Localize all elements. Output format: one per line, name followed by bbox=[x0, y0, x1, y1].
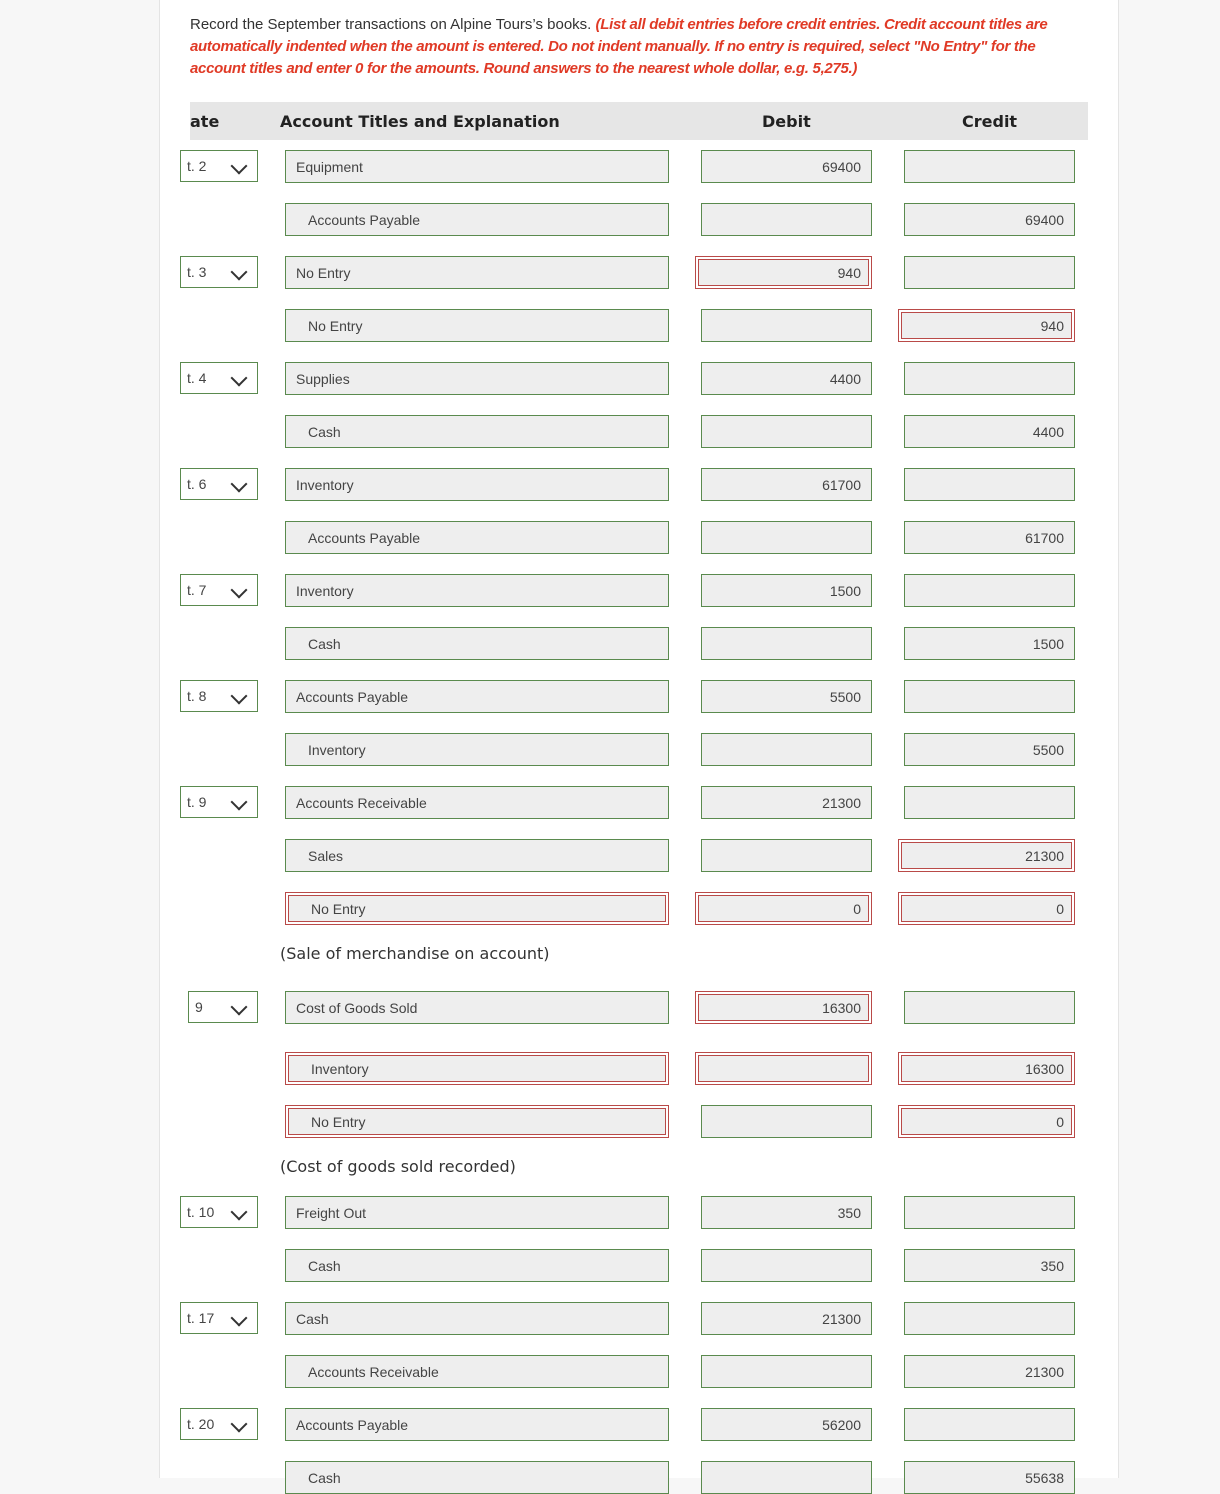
debit-amount-input[interactable] bbox=[701, 1196, 872, 1229]
credit-amount-value: 350 bbox=[1040, 1258, 1064, 1274]
debit-column-header: Debit bbox=[762, 112, 811, 131]
account-title-input[interactable] bbox=[285, 1105, 669, 1138]
date-select[interactable] bbox=[180, 680, 258, 712]
date-column bbox=[187, 140, 262, 1478]
debit-amount-input[interactable] bbox=[701, 627, 872, 660]
date-select-value: 9 bbox=[195, 999, 203, 1015]
credit-amount-input[interactable] bbox=[898, 1105, 1075, 1138]
debit-amount-value: 21300 bbox=[822, 1311, 861, 1327]
date-select-value: t. 10 bbox=[187, 1204, 215, 1220]
account-title-value: Cash bbox=[308, 636, 341, 652]
credit-amount-input[interactable] bbox=[898, 839, 1075, 872]
credit-amount-input[interactable] bbox=[904, 1408, 1075, 1441]
account-title-value: Equipment bbox=[296, 159, 363, 175]
debit-amount-input[interactable] bbox=[701, 1302, 872, 1335]
date-select[interactable] bbox=[180, 468, 258, 500]
credit-amount-value: 61700 bbox=[1025, 530, 1064, 546]
chevron-down-icon bbox=[231, 476, 248, 493]
debit-amount-value: 1500 bbox=[829, 583, 861, 599]
date-select-value: t. 2 bbox=[187, 158, 207, 174]
account-title-input[interactable] bbox=[285, 574, 669, 607]
debit-amount-input[interactable] bbox=[695, 1052, 872, 1085]
instructions-lead: Record the September transactions on Alpine Tours’s books. bbox=[190, 16, 592, 33]
credit-amount-value: 1500 bbox=[1032, 636, 1064, 652]
account-title-value: Accounts Receivable bbox=[308, 1364, 439, 1380]
account-title-input[interactable] bbox=[285, 309, 669, 342]
account-title-value: Cost of Goods Sold bbox=[296, 1000, 418, 1016]
debit-amount-input[interactable] bbox=[701, 574, 872, 607]
account-title-value: Cash bbox=[308, 424, 341, 440]
credit-amount-input[interactable] bbox=[904, 362, 1075, 395]
account-title-value: No Entry bbox=[308, 318, 363, 334]
credit-amount-input[interactable] bbox=[904, 574, 1075, 607]
account-title-input[interactable] bbox=[285, 786, 669, 819]
account-title-value: Cash bbox=[296, 1311, 329, 1327]
date-select-value: t. 9 bbox=[187, 794, 207, 810]
account-title-input[interactable] bbox=[285, 1408, 669, 1441]
debit-amount-input[interactable] bbox=[701, 1105, 872, 1138]
debit-amount-value: 0 bbox=[853, 901, 861, 917]
account-title-input[interactable] bbox=[285, 991, 669, 1024]
credit-amount-input[interactable] bbox=[904, 1249, 1075, 1282]
credit-amount-value: 0 bbox=[1056, 901, 1064, 917]
chevron-down-icon bbox=[231, 370, 248, 387]
credit-amount-input[interactable] bbox=[898, 892, 1075, 925]
credit-amount-value: 69400 bbox=[1025, 212, 1064, 228]
date-select[interactable] bbox=[188, 991, 258, 1023]
chevron-down-icon bbox=[231, 999, 248, 1016]
debit-amount-input[interactable] bbox=[701, 1408, 872, 1441]
account-title-value: No Entry bbox=[311, 901, 366, 917]
date-select-value: t. 3 bbox=[187, 264, 207, 280]
debit-amount-input[interactable] bbox=[701, 468, 872, 501]
account-title-input[interactable] bbox=[285, 1302, 669, 1335]
debit-amount-input[interactable] bbox=[701, 1461, 872, 1494]
date-select[interactable] bbox=[180, 362, 258, 394]
journal-table-header bbox=[190, 102, 1088, 140]
credit-amount-input[interactable] bbox=[904, 627, 1075, 660]
account-title-input[interactable] bbox=[285, 627, 669, 660]
account-title-value: No Entry bbox=[296, 265, 351, 281]
debit-amount-input[interactable] bbox=[695, 991, 872, 1024]
debit-amount-input[interactable] bbox=[701, 1249, 872, 1282]
date-select[interactable] bbox=[180, 1302, 258, 1334]
debit-amount-input[interactable] bbox=[701, 309, 872, 342]
account-title-value: Accounts Payable bbox=[296, 1417, 409, 1433]
chevron-down-icon bbox=[231, 1310, 248, 1327]
account-title-input[interactable] bbox=[285, 415, 669, 448]
credit-amount-input[interactable] bbox=[904, 991, 1075, 1024]
credit-amount-value: 4400 bbox=[1032, 424, 1064, 440]
account-title-value: Cash bbox=[308, 1470, 341, 1486]
date-select[interactable] bbox=[180, 150, 258, 182]
account-title-input[interactable] bbox=[285, 521, 669, 554]
account-title-value: Inventory bbox=[308, 742, 366, 758]
account-title-input[interactable] bbox=[285, 203, 669, 236]
account-title-value: Supplies bbox=[296, 371, 350, 387]
date-select-value: t. 17 bbox=[187, 1310, 215, 1326]
credit-amount-value: 940 bbox=[1040, 318, 1064, 334]
debit-amount-input[interactable] bbox=[695, 892, 872, 925]
debit-amount-input[interactable] bbox=[701, 415, 872, 448]
account-title-input[interactable] bbox=[285, 150, 669, 183]
date-select-value: t. 4 bbox=[187, 370, 207, 386]
credit-amount-input[interactable] bbox=[898, 1052, 1075, 1085]
account-title-input[interactable] bbox=[285, 1355, 669, 1388]
credit-amount-value: 21300 bbox=[1025, 1364, 1064, 1380]
account-title-input[interactable] bbox=[285, 362, 669, 395]
account-title-input[interactable] bbox=[285, 256, 669, 289]
debit-amount-value: 61700 bbox=[822, 477, 861, 493]
account-title-value: Inventory bbox=[311, 1061, 369, 1077]
debit-amount-value: 5500 bbox=[829, 689, 861, 705]
credit-amount-input[interactable] bbox=[904, 680, 1075, 713]
credit-amount-input[interactable] bbox=[904, 150, 1075, 183]
date-select[interactable] bbox=[180, 1196, 258, 1228]
account-title-input[interactable] bbox=[285, 1052, 669, 1085]
debit-amount-input[interactable] bbox=[701, 362, 872, 395]
account-title-input[interactable] bbox=[285, 839, 669, 872]
account-title-input[interactable] bbox=[285, 1196, 669, 1229]
credit-amount-input[interactable] bbox=[904, 786, 1075, 819]
debit-amount-input[interactable] bbox=[695, 256, 872, 289]
chevron-down-icon bbox=[231, 158, 248, 175]
account-title-value: Inventory bbox=[296, 477, 354, 493]
credit-amount-input[interactable] bbox=[904, 468, 1075, 501]
debit-amount-value: 56200 bbox=[822, 1417, 861, 1433]
account-title-input[interactable] bbox=[285, 680, 669, 713]
date-select[interactable] bbox=[180, 256, 258, 288]
instructions bbox=[190, 14, 1090, 80]
account-column-header: Account Titles and Explanation bbox=[280, 112, 560, 131]
date-select-value: t. 20 bbox=[187, 1416, 215, 1432]
account-title-value: Accounts Payable bbox=[296, 689, 409, 705]
date-select[interactable] bbox=[180, 574, 258, 606]
account-title-input[interactable] bbox=[285, 733, 669, 766]
credit-amount-input[interactable] bbox=[904, 521, 1075, 554]
entry-explanation: (Sale of merchandise on account) bbox=[280, 944, 550, 963]
chevron-down-icon bbox=[231, 1416, 248, 1433]
debit-amount-value: 4400 bbox=[829, 371, 861, 387]
date-select-value: t. 6 bbox=[187, 476, 207, 492]
account-title-value: Accounts Payable bbox=[308, 530, 421, 546]
debit-amount-value: 16300 bbox=[822, 1000, 861, 1016]
account-title-value: Accounts Payable bbox=[308, 212, 421, 228]
account-title-input[interactable] bbox=[285, 1249, 669, 1282]
credit-amount-input[interactable] bbox=[904, 256, 1075, 289]
account-title-input[interactable] bbox=[285, 892, 669, 925]
account-title-value: Sales bbox=[308, 848, 344, 864]
debit-amount-value: 21300 bbox=[822, 795, 861, 811]
credit-amount-input[interactable] bbox=[898, 309, 1075, 342]
debit-amount-input[interactable] bbox=[701, 680, 872, 713]
account-title-value: Freight Out bbox=[296, 1205, 367, 1221]
account-title-value: Accounts Receivable bbox=[296, 795, 427, 811]
chevron-down-icon bbox=[231, 264, 248, 281]
chevron-down-icon bbox=[231, 582, 248, 599]
debit-amount-input[interactable] bbox=[701, 203, 872, 236]
credit-amount-input[interactable] bbox=[904, 1302, 1075, 1335]
date-select-value: t. 7 bbox=[187, 582, 207, 598]
debit-amount-input[interactable] bbox=[701, 150, 872, 183]
credit-amount-input[interactable] bbox=[904, 733, 1075, 766]
date-select-value: t. 8 bbox=[187, 688, 207, 704]
chevron-down-icon bbox=[231, 688, 248, 705]
account-title-value: No Entry bbox=[311, 1114, 366, 1130]
account-title-input[interactable] bbox=[285, 468, 669, 501]
credit-amount-value: 16300 bbox=[1025, 1061, 1064, 1077]
debit-amount-input[interactable] bbox=[701, 521, 872, 554]
chevron-down-icon bbox=[231, 794, 248, 811]
credit-amount-value: 0 bbox=[1056, 1114, 1064, 1130]
credit-amount-input[interactable] bbox=[904, 1355, 1075, 1388]
credit-amount-input[interactable] bbox=[904, 415, 1075, 448]
credit-column-header: Credit bbox=[962, 112, 1018, 131]
credit-amount-value: 55638 bbox=[1025, 1470, 1064, 1486]
instructions-note: (List all debit entries before credit entries. Credit account titles are automatically indented when the amount is entered. Do not indent manually. If no entry is required, select "No Entry" for the account titles and enter 0 for the amounts. Round answers to the nearest whole dollar, e.g. 5,275.) bbox=[190, 16, 1048, 77]
account-title-input[interactable] bbox=[285, 1461, 669, 1494]
debit-amount-value: 350 bbox=[837, 1205, 861, 1221]
entry-explanation: (Cost of goods sold recorded) bbox=[280, 1157, 516, 1176]
debit-amount-value: 69400 bbox=[822, 159, 861, 175]
chevron-down-icon bbox=[231, 1204, 248, 1221]
account-title-value: Cash bbox=[308, 1258, 341, 1274]
debit-amount-input[interactable] bbox=[701, 733, 872, 766]
credit-amount-input[interactable] bbox=[904, 1461, 1075, 1494]
credit-amount-input[interactable] bbox=[904, 1196, 1075, 1229]
debit-amount-input[interactable] bbox=[701, 1355, 872, 1388]
date-select[interactable] bbox=[180, 1408, 258, 1440]
date-select[interactable] bbox=[180, 786, 258, 818]
credit-amount-input[interactable] bbox=[904, 203, 1075, 236]
account-title-value: Inventory bbox=[296, 583, 354, 599]
debit-amount-value: 940 bbox=[837, 265, 861, 281]
debit-amount-input[interactable] bbox=[701, 839, 872, 872]
date-column-header: ate bbox=[190, 112, 220, 131]
debit-amount-input[interactable] bbox=[701, 786, 872, 819]
credit-amount-value: 5500 bbox=[1032, 742, 1064, 758]
credit-amount-value: 21300 bbox=[1025, 848, 1064, 864]
